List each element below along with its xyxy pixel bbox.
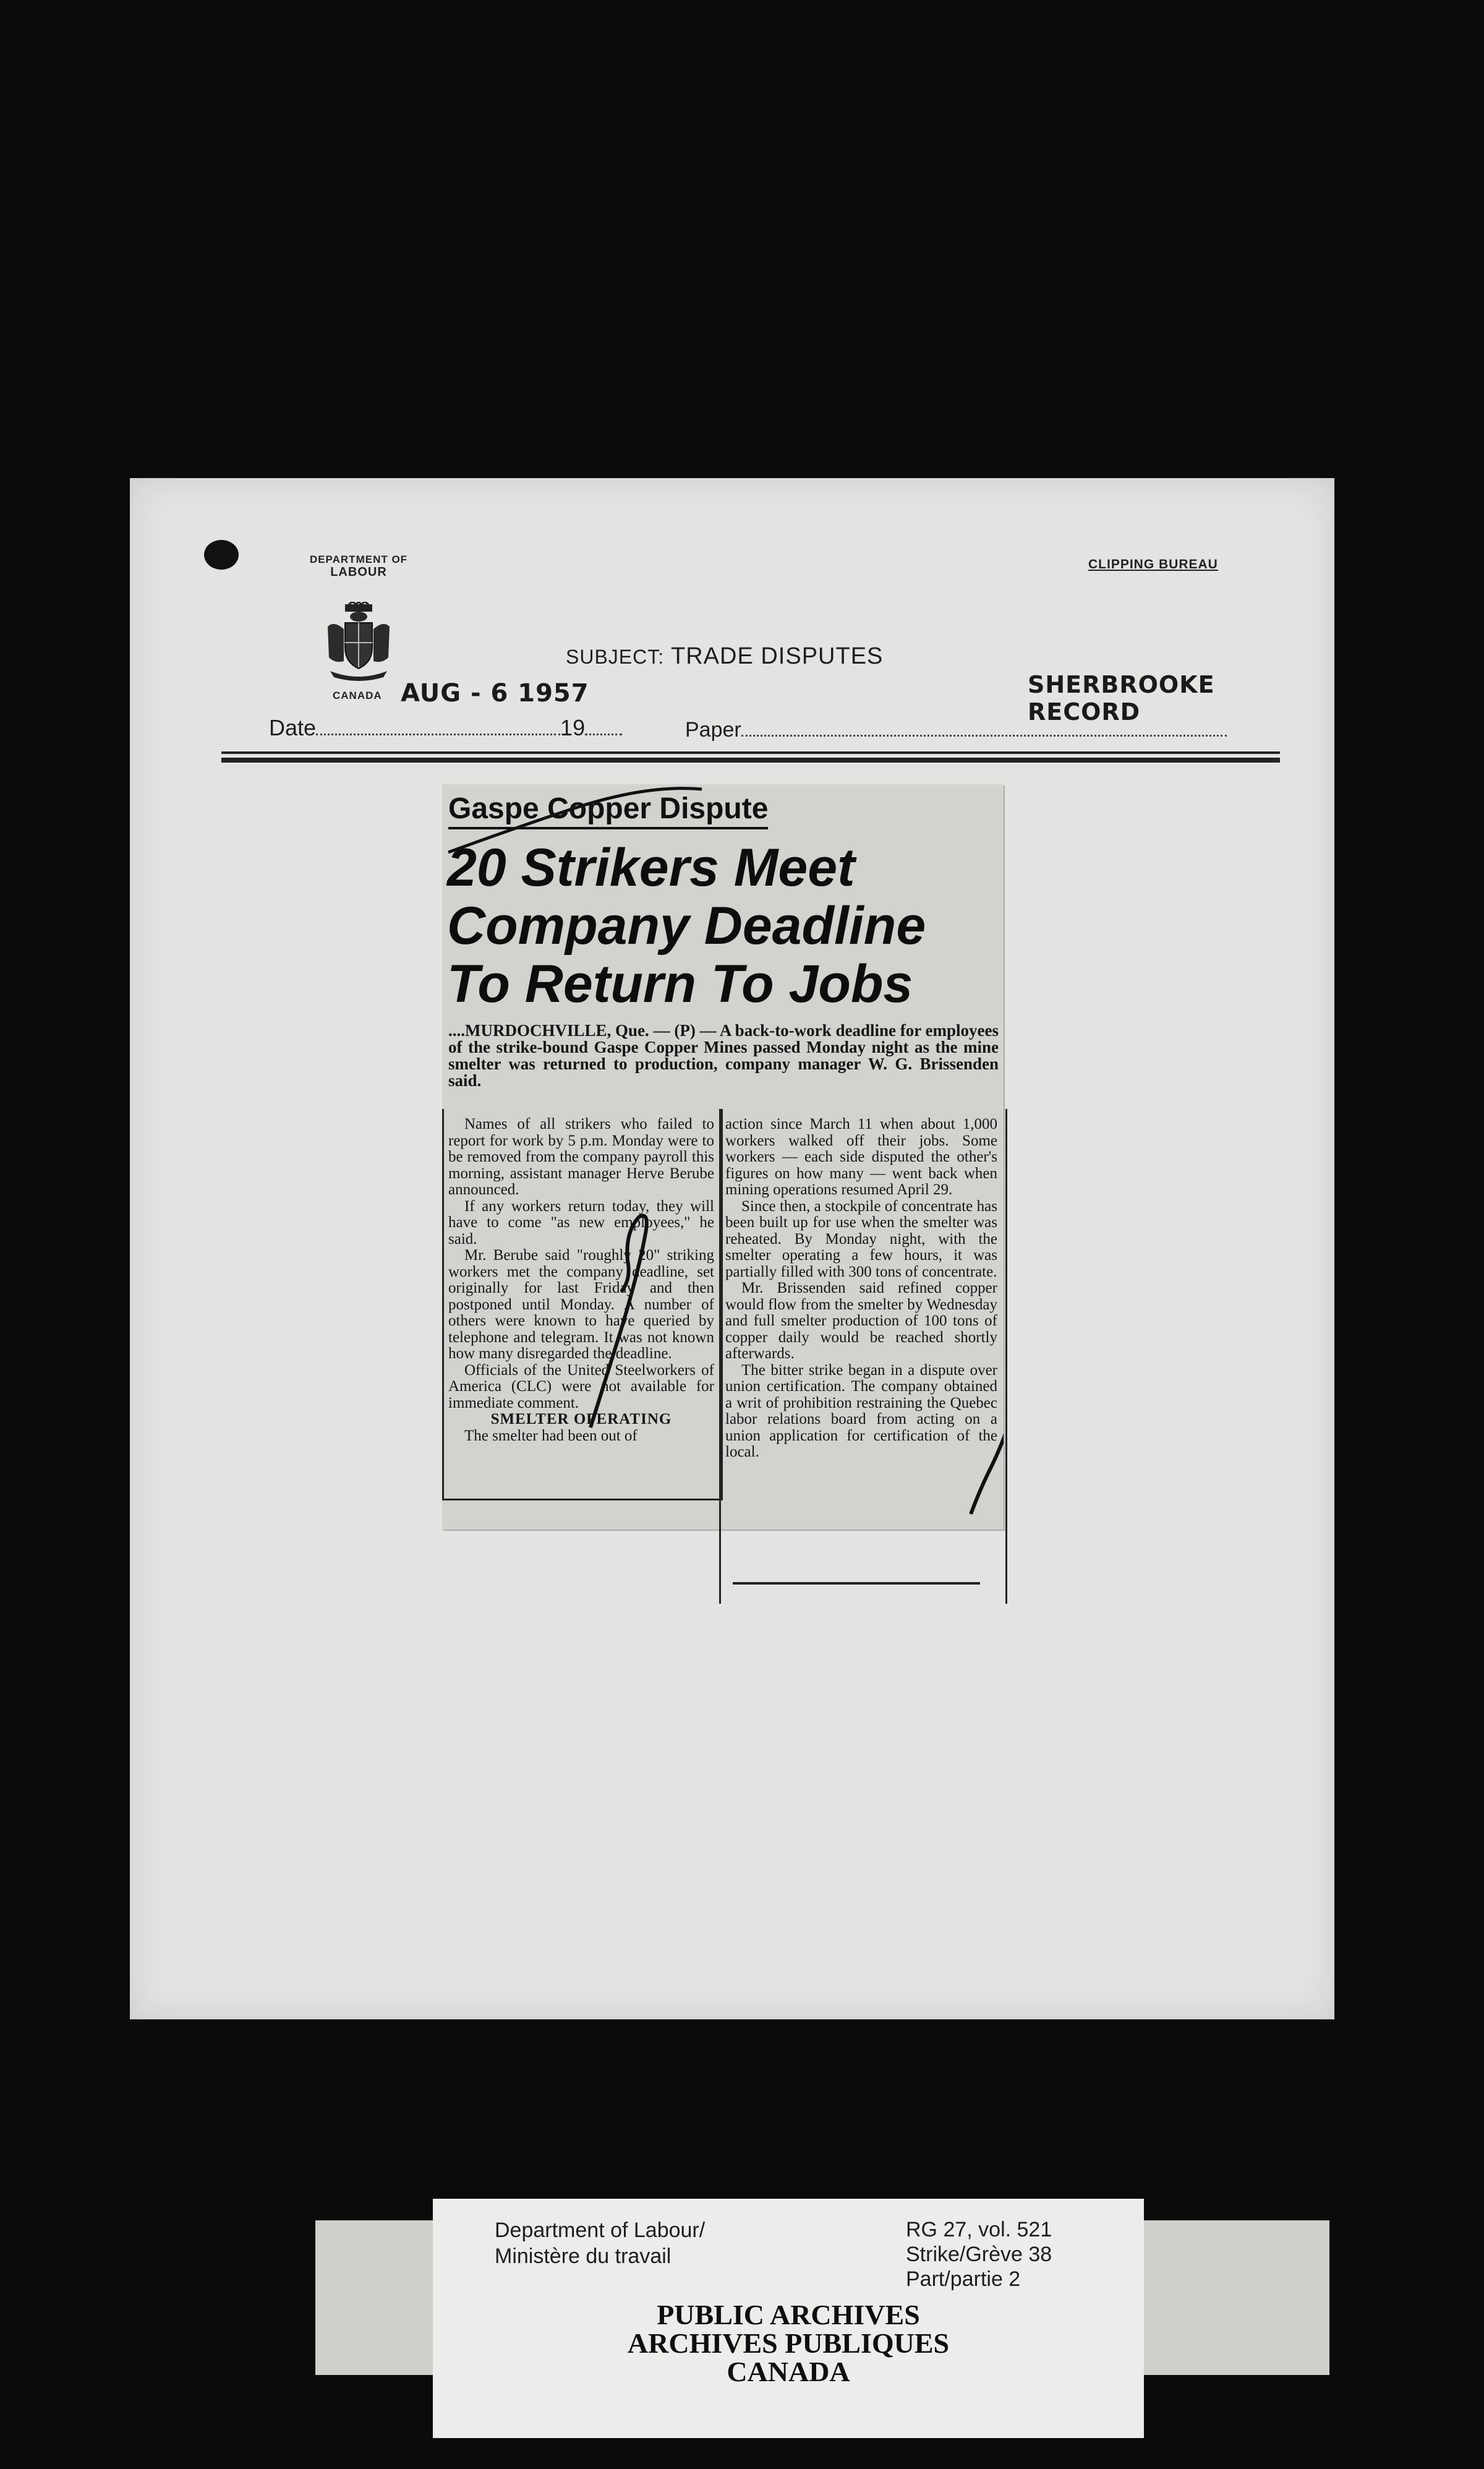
archive-reference-label [433,2199,1144,2438]
archives-line-3: CANADA [727,2356,850,2387]
paragraph: action since March 11 when about 1,000 workers walked off their jobs. Some workers — each side disputed the other's figures on how many — went back when mining operations resumed April 29. [725,1116,997,1198]
article-subhead: SMELTER OPERATING [490,1411,672,1427]
article-lede: ....MURDOCHVILLE, Que. — (P) — A back-to-work deadline for employees of the strike-bound Gaspe Copper Mines passed Monday night as the mine smelter was returned to production, company manager W. G. Brissenden said. [448,1021,999,1090]
article-headline: 20 Strikers Meet Company Deadline To Return To Jobs [447,838,926,1014]
archive-dept-line-2: Ministère du travail [495,2244,672,2268]
article-kicker: Gaspe Copper Dispute [448,792,768,829]
subject-line [566,643,883,670]
year-prefix: 19 [560,715,586,740]
archive-ref-line-3: Part/partie 2 [906,2267,1021,2291]
subject-label: SUBJECT: [566,646,665,668]
paragraph: Since then, a stockpile of concentrate has been built up for use when the smelter was reheated. By Monday night, with the smelter operating a few hours, it was partially filled with 300 tons of concentrate. [725,1197,997,1280]
archive-department [495,2217,705,2269]
department-heading [297,554,420,578]
archives-line-2: ARCHIVES PUBLIQUES [627,2327,950,2359]
paper-row [685,718,1227,742]
year-dotted-line [585,720,622,735]
department-line-1: DEPARTMENT OF [309,554,408,565]
date-label: Date [269,715,317,740]
paper-label: Paper [685,718,741,742]
archives-stamp [433,2301,1144,2386]
clipping-sheet [130,478,1334,2019]
paragraph: Mr. Berube said "roughly 20" striking workers met the company deadline, set originally for last Friday and then postponed until Monday. A number of others were known to have queried by telephone and telegram. It was not known how many disregarded the deadline. [448,1247,714,1362]
date-row [269,715,622,741]
archives-line-1: PUBLIC ARCHIVES [657,2299,920,2330]
paragraph: Names of all strikers who failed to report for work by 5 p.m. Monday were to be removed from the company payroll this morning, assistant manager Herve Berube announced. [448,1116,714,1198]
coat-of-arms-icon [322,602,396,682]
paper-name-stamp: SHERBROOKE RECORD [1028,671,1215,725]
header-rule-thick [221,758,1280,763]
date-stamp: AUG - 6 1957 [401,679,589,708]
archive-ref-line-2: Strike/Grève 38 [906,2243,1052,2266]
subject-value: TRADE DISPUTES [671,643,884,669]
paragraph: Mr. Brissenden said refined copper would flow from the smelter by Wednesday and full smelter production of 100 tons of copper daily would be reached shortly afterwards. [725,1280,997,1362]
newspaper-clipping [442,784,1004,1539]
archive-ref-line-1: RG 27, vol. 521 [906,2218,1052,2241]
date-dotted-line [316,720,560,735]
clipping-bureau-label: CLIPPING BUREAU [1088,557,1218,571]
article-column-right [725,1116,997,1461]
paragraph: The smelter had been out of [464,1427,638,1444]
paragraph: The bitter strike began in a dispute over union certification. The company obtained a writ of prohibition restraining the Quebec labor relations board from acting on a union application for certification of the local. [725,1361,997,1460]
header-rule [221,751,1280,754]
paper-dotted-line [741,721,1227,737]
archive-reference [906,2217,1052,2291]
article-end-rule [733,1582,980,1585]
canada-label: CANADA [333,690,382,701]
archive-dept-line-1: Department of Labour/ [495,2219,706,2242]
department-line-2: LABOUR [330,565,387,579]
punch-hole [204,540,239,570]
paragraph: If any workers return today, they will have to come "as new employees," he said. [448,1197,714,1247]
article-column-left [448,1116,714,1444]
paragraph: Officials of the United Steelworkers of America (CLC) were not available for immediate comment. [448,1361,714,1411]
